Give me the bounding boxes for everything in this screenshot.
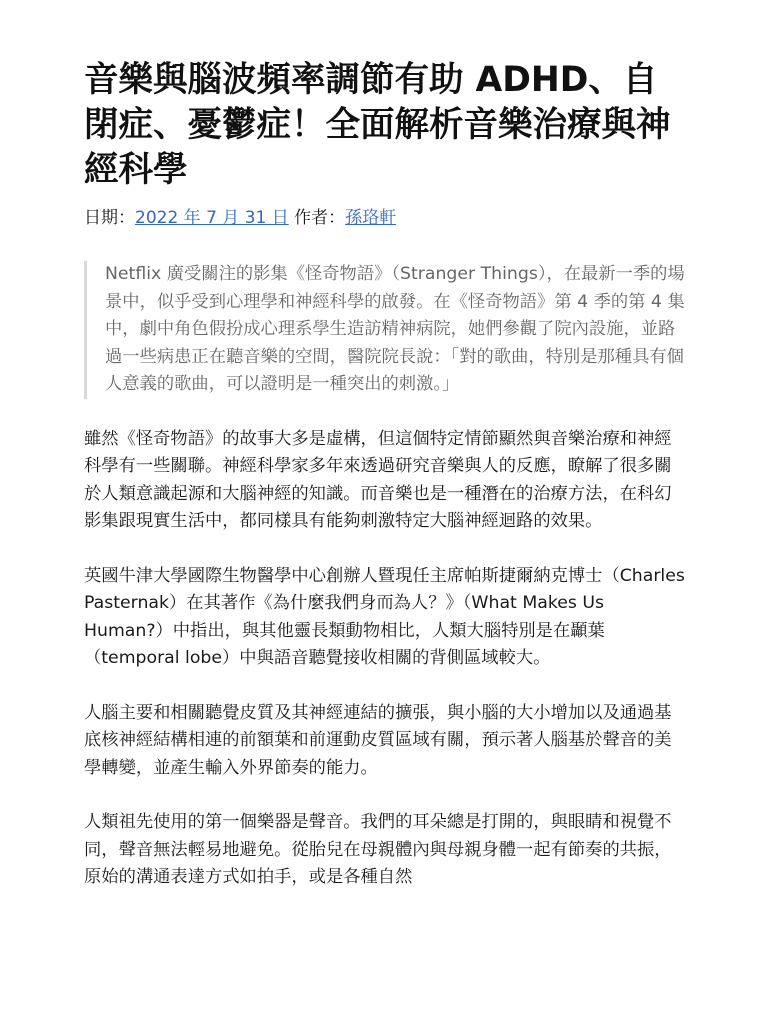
- article-title: 音樂與腦波頻率調節有助 ADHD、自閉症、憂鬱症！全面解析音樂治療與神經科學: [84, 60, 671, 190]
- author-link[interactable]: 孫珞軒: [345, 208, 397, 228]
- author-label: 作者：: [288, 208, 346, 228]
- article: [84, 58, 688, 892]
- paragraph-3: 人腦主要和相關聽覺皮質及其神經連結的擴張，與小腦的大小增加以及通過基底核神經結構相連的前額葉和前運動皮質區域有關，預示著人腦基於聲音的美學轉變，並產生輸入外界節奏的能力。: [84, 702, 672, 778]
- paragraph-1: 雖然《怪奇物語》的故事大多是虛構，但這個特定情節顯然與音樂治療和神經科學有一些關聯。神經科學家多年來透過研究音樂與人的反應，瞭解了很多關於人類意識起源和大腦神經的知識。而音樂也是一種潛在的治療方法，在科幻影集跟現實生活中，都同樣具有能夠刺激特定大腦神經迴路的效果。: [84, 428, 672, 531]
- article-quote: Netflix 廣受關注的影集《怪奇物語》（Stranger Things），在最新一季的場景中，似乎受到心理學和神經科學的啟發。在《怪奇物語》第 4 季的第 4 集中，劇中角色假扮成心理系學生造訪精神病院，她們參觀了院內設施，並路過一些病患正在聽音樂的空間，醫院院長說：「對的歌曲，特別是那種具有個人意義的歌曲，可以證明是一種突出的刺激。」: [84, 261, 688, 399]
- article-meta: [84, 205, 688, 231]
- date-label: 日期：: [84, 208, 135, 228]
- paragraph-4: 人類祖先使用的第一個樂器是聲音。我們的耳朵總是打開的，與眼睛和視覺不同，聲音無法輕易地避免。從胎兒在母親體內與母親身體一起有節奏的共振，原始的溝通表達方式如拍手，或是各種自然: [84, 812, 672, 887]
- paragraph-2: 英國牛津大學國際生物醫學中心創辦人暨現任主席帕斯捷爾納克博士（Charles Pasternak）在其著作《為什麼我們身而為人？》（What Makes Us Human?）中指出，與其他靈長類動物相比，人類大腦特別是在顳葉（temporal lobe）中與語音聽覺接收相關的背側區域較大。: [84, 565, 685, 668]
- date-link[interactable]: 2022 年 7 月 31 日: [135, 208, 289, 228]
